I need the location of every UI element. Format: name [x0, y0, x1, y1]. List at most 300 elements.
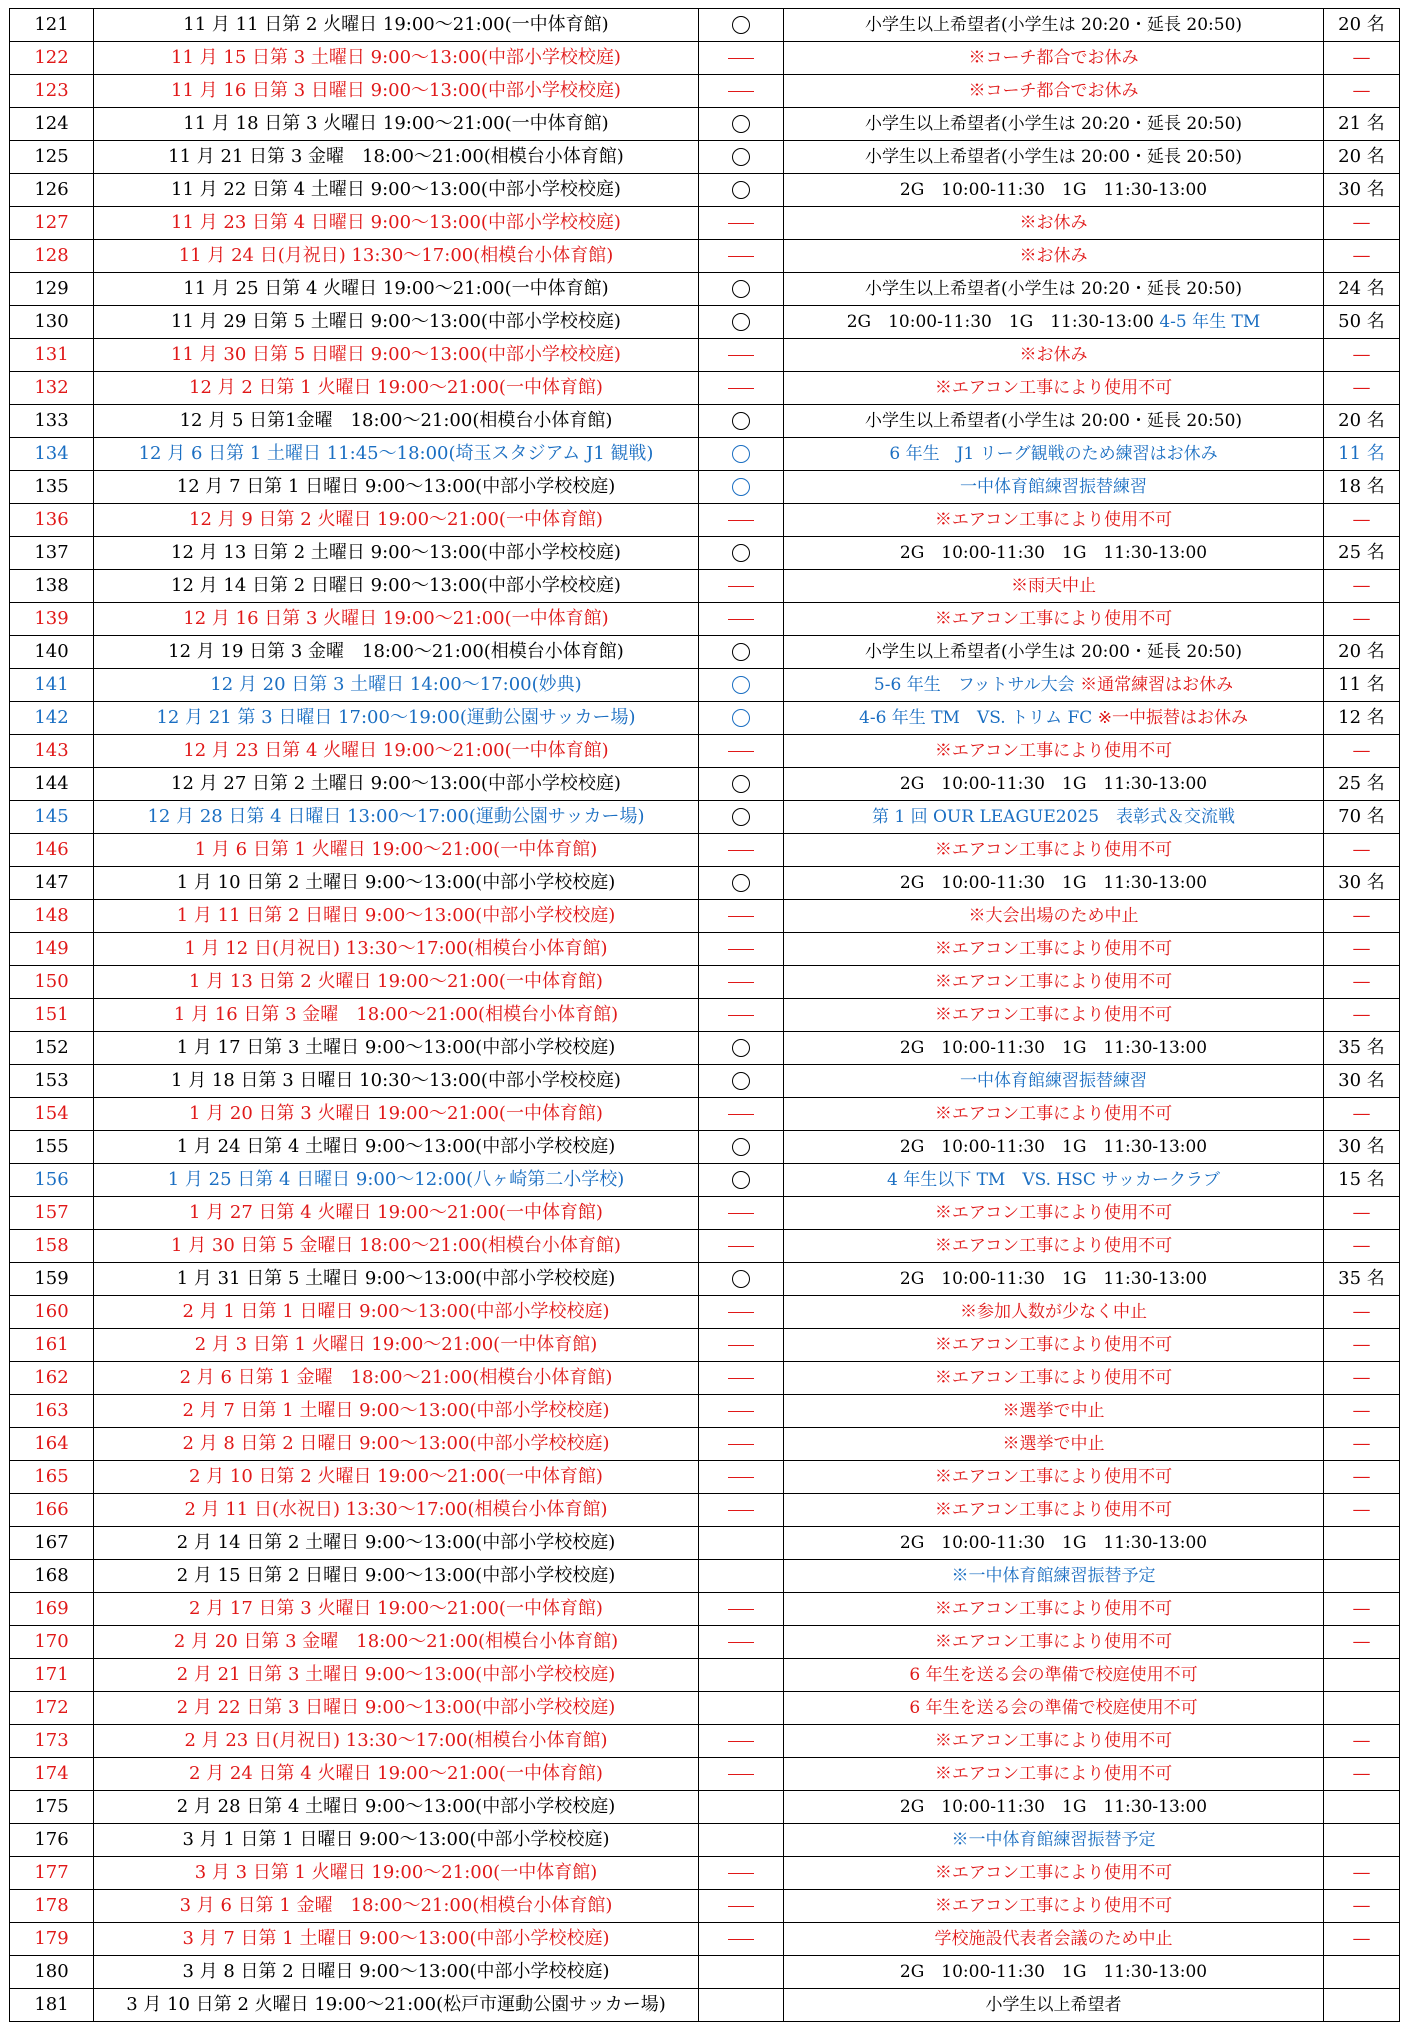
session-date: 2 月 6 日第 1 金曜 18:00～21:00(相模台小体育館)	[94, 1362, 699, 1395]
participant-count: 25 名	[1324, 537, 1400, 570]
row-number: 163	[10, 1395, 94, 1428]
table-row	[10, 801, 1400, 834]
session-note	[784, 636, 1324, 669]
session-note	[784, 867, 1324, 900]
row-number: 132	[10, 372, 94, 405]
row-number: 128	[10, 240, 94, 273]
row-number: 127	[10, 207, 94, 240]
cancel-dash-icon	[728, 1642, 754, 1643]
note-text: ※エアコン工事により使用不可	[934, 608, 1173, 629]
note-text: 2G 10:00-11:30 1G 11:30-13:00	[899, 1136, 1208, 1157]
participant-count: 18 名	[1324, 471, 1400, 504]
session-note	[784, 1758, 1324, 1791]
session-date: 2 月 14 日第 2 土曜日 9:00～13:00(中部小学校校庭)	[94, 1527, 699, 1560]
note-text: ※お休み	[1019, 245, 1088, 266]
session-note	[784, 405, 1324, 438]
status-mark	[699, 768, 784, 801]
participant-count: —	[1324, 1395, 1400, 1428]
row-number: 176	[10, 1824, 94, 1857]
session-note	[784, 1692, 1324, 1725]
note-text: 2G 10:00-11:30 1G 11:30-13:00	[899, 773, 1208, 794]
cancel-dash-icon	[728, 1873, 754, 1874]
participant-count	[1324, 1989, 1400, 2022]
status-mark	[699, 9, 784, 42]
session-note	[784, 1329, 1324, 1362]
table-row	[10, 1725, 1400, 1758]
participant-count: —	[1324, 207, 1400, 240]
participant-count: —	[1324, 1857, 1400, 1890]
session-date: 11 月 25 日第 4 火曜日 19:00～21:00(一中体育館)	[94, 273, 699, 306]
session-note	[784, 174, 1324, 207]
schedule-table	[9, 8, 1400, 2022]
note-text: ※エアコン工事により使用不可	[934, 1895, 1173, 1916]
cancel-dash-icon	[728, 1741, 754, 1742]
participant-count: 35 名	[1324, 1263, 1400, 1296]
participant-count: —	[1324, 1428, 1400, 1461]
cancel-dash-icon	[728, 1213, 754, 1214]
session-date: 12 月 7 日第 1 日曜日 9:00～13:00(中部小学校校庭)	[94, 471, 699, 504]
participant-count	[1324, 1560, 1400, 1593]
status-mark	[699, 1791, 784, 1824]
table-row	[10, 1164, 1400, 1197]
note-text: 2G 10:00-11:30 1G 11:30-13:00	[846, 311, 1154, 332]
note-text: 2G 10:00-11:30 1G 11:30-13:00	[899, 1961, 1208, 1982]
table-row	[10, 999, 1400, 1032]
status-mark	[699, 372, 784, 405]
note-text: 小学生以上希望者	[985, 1994, 1122, 2015]
table-row	[10, 933, 1400, 966]
row-number: 135	[10, 471, 94, 504]
cancel-dash-icon	[728, 1906, 754, 1907]
row-number: 122	[10, 42, 94, 75]
row-number: 148	[10, 900, 94, 933]
session-note	[784, 966, 1324, 999]
session-date: 3 月 3 日第 1 火曜日 19:00～21:00(一中体育館)	[94, 1857, 699, 1890]
session-date: 2 月 15 日第 2 日曜日 9:00～13:00(中部小学校校庭)	[94, 1560, 699, 1593]
session-note	[784, 273, 1324, 306]
session-date: 3 月 7 日第 1 土曜日 9:00～13:00(中部小学校校庭)	[94, 1923, 699, 1956]
row-number: 161	[10, 1329, 94, 1362]
session-date: 1 月 30 日第 5 金曜日 18:00～21:00(相模台小体育館)	[94, 1230, 699, 1263]
session-date: 11 月 11 日第 2 火曜日 19:00～21:00(一中体育館)	[94, 9, 699, 42]
status-mark	[699, 438, 784, 471]
session-date: 11 月 18 日第 3 火曜日 19:00～21:00(一中体育館)	[94, 108, 699, 141]
table-row	[10, 1032, 1400, 1065]
row-number: 175	[10, 1791, 94, 1824]
status-mark	[699, 999, 784, 1032]
table-row	[10, 1989, 1400, 2022]
participant-count: —	[1324, 735, 1400, 768]
cancel-dash-icon	[728, 1609, 754, 1610]
participant-count: —	[1324, 834, 1400, 867]
table-row	[10, 966, 1400, 999]
session-note	[784, 504, 1324, 537]
attendance-circle-icon	[732, 1171, 750, 1189]
note-text: 2G 10:00-11:30 1G 11:30-13:00	[899, 1796, 1208, 1817]
cancel-dash-icon	[728, 1345, 754, 1346]
attendance-circle-icon	[732, 445, 750, 463]
session-note	[784, 1230, 1324, 1263]
cancel-dash-icon	[728, 1510, 754, 1511]
table-row	[10, 669, 1400, 702]
status-mark	[699, 1428, 784, 1461]
note-text: ※エアコン工事により使用不可	[934, 1367, 1173, 1388]
status-mark	[699, 1560, 784, 1593]
row-number: 173	[10, 1725, 94, 1758]
status-mark	[699, 1362, 784, 1395]
status-mark	[699, 1725, 784, 1758]
session-date: 12 月 21 第 3 日曜日 17:00～19:00(運動公園サッカー場)	[94, 702, 699, 735]
status-mark	[699, 1857, 784, 1890]
note-extra-text: ※通常練習はお休み	[1080, 674, 1234, 695]
note-text: 小学生以上希望者(小学生は 20:00・延長 20:50)	[864, 146, 1243, 167]
note-text: ※エアコン工事により使用不可	[934, 1763, 1173, 1784]
session-date: 1 月 12 日(月祝日) 13:30～17:00(相模台小体育館)	[94, 933, 699, 966]
attendance-circle-icon	[732, 1138, 750, 1156]
cancel-dash-icon	[728, 949, 754, 950]
row-number: 129	[10, 273, 94, 306]
session-date: 12 月 27 日第 2 土曜日 9:00～13:00(中部小学校校庭)	[94, 768, 699, 801]
status-mark	[699, 1065, 784, 1098]
session-date: 2 月 8 日第 2 日曜日 9:00～13:00(中部小学校校庭)	[94, 1428, 699, 1461]
note-text: 小学生以上希望者(小学生は 20:20・延長 20:50)	[864, 113, 1243, 134]
session-date: 12 月 14 日第 2 日曜日 9:00～13:00(中部小学校校庭)	[94, 570, 699, 603]
row-number: 131	[10, 339, 94, 372]
participant-count: —	[1324, 372, 1400, 405]
session-note	[784, 1296, 1324, 1329]
cancel-dash-icon	[728, 91, 754, 92]
schedule-body	[10, 9, 1400, 2022]
table-row	[10, 438, 1400, 471]
note-text: 2G 10:00-11:30 1G 11:30-13:00	[899, 542, 1208, 563]
cancel-dash-icon	[728, 619, 754, 620]
participant-count: —	[1324, 1296, 1400, 1329]
session-date: 12 月 23 日第 4 火曜日 19:00～21:00(一中体育館)	[94, 735, 699, 768]
note-text: 一中体育館練習振替練習	[960, 1070, 1147, 1091]
note-text: ※大会出場のため中止	[968, 905, 1139, 926]
participant-count: 21 名	[1324, 108, 1400, 141]
participant-count: —	[1324, 1758, 1400, 1791]
session-note	[784, 603, 1324, 636]
note-text: 小学生以上希望者(小学生は 20:00・延長 20:50)	[864, 641, 1243, 662]
note-text: ※選挙で中止	[1002, 1400, 1105, 1421]
session-note	[784, 1032, 1324, 1065]
participant-count: —	[1324, 1329, 1400, 1362]
session-note	[784, 240, 1324, 273]
participant-count: —	[1324, 1461, 1400, 1494]
participant-count: 30 名	[1324, 867, 1400, 900]
session-date: 2 月 11 日(水祝日) 13:30～17:00(相模台小体育館)	[94, 1494, 699, 1527]
note-text: 5-6 年生 フットサル大会	[873, 674, 1075, 695]
session-date: 1 月 17 日第 3 土曜日 9:00～13:00(中部小学校校庭)	[94, 1032, 699, 1065]
session-date: 11 月 21 日第 3 金曜 18:00～21:00(相模台小体育館)	[94, 141, 699, 174]
table-row	[10, 108, 1400, 141]
note-text: ※エアコン工事により使用不可	[934, 1598, 1173, 1619]
attendance-circle-icon	[732, 1270, 750, 1288]
attendance-circle-icon	[732, 808, 750, 826]
row-number: 150	[10, 966, 94, 999]
row-number: 133	[10, 405, 94, 438]
session-note	[784, 1428, 1324, 1461]
table-row	[10, 1131, 1400, 1164]
table-row	[10, 867, 1400, 900]
status-mark	[699, 207, 784, 240]
table-row	[10, 1197, 1400, 1230]
row-number: 138	[10, 570, 94, 603]
session-note	[784, 1131, 1324, 1164]
note-text: ※エアコン工事により使用不可	[934, 509, 1173, 530]
note-text: ※コーチ都合でお休み	[968, 47, 1139, 68]
status-mark	[699, 1758, 784, 1791]
session-date: 11 月 23 日第 4 日曜日 9:00～13:00(中部小学校校庭)	[94, 207, 699, 240]
note-text: 2G 10:00-11:30 1G 11:30-13:00	[899, 1037, 1208, 1058]
note-text: 一中体育館練習振替練習	[960, 476, 1147, 497]
row-number: 125	[10, 141, 94, 174]
participant-count: 30 名	[1324, 1065, 1400, 1098]
row-number: 181	[10, 1989, 94, 2022]
session-note	[784, 1890, 1324, 1923]
table-row	[10, 1923, 1400, 1956]
table-row	[10, 1428, 1400, 1461]
row-number: 141	[10, 669, 94, 702]
participant-count: —	[1324, 966, 1400, 999]
note-text: ※エアコン工事により使用不可	[934, 1631, 1173, 1652]
table-row	[10, 603, 1400, 636]
participant-count: —	[1324, 1626, 1400, 1659]
participant-count: —	[1324, 75, 1400, 108]
session-note	[784, 1197, 1324, 1230]
note-text: 小学生以上希望者(小学生は 20:20・延長 20:50)	[864, 278, 1243, 299]
status-mark	[699, 1593, 784, 1626]
session-date: 11 月 15 日第 3 土曜日 9:00～13:00(中部小学校校庭)	[94, 42, 699, 75]
note-text: 4 年生以下 TM VS. HSC サッカークラブ	[886, 1169, 1221, 1190]
note-text: ※エアコン工事により使用不可	[934, 1730, 1173, 1751]
participant-count	[1324, 1824, 1400, 1857]
participant-count: —	[1324, 1890, 1400, 1923]
table-row	[10, 306, 1400, 339]
session-note	[784, 108, 1324, 141]
attendance-circle-icon	[732, 643, 750, 661]
note-text: 2G 10:00-11:30 1G 11:30-13:00	[899, 872, 1208, 893]
table-row	[10, 570, 1400, 603]
status-mark	[699, 636, 784, 669]
table-row	[10, 1560, 1400, 1593]
session-note	[784, 735, 1324, 768]
status-mark	[699, 702, 784, 735]
row-number: 159	[10, 1263, 94, 1296]
participant-count: 20 名	[1324, 141, 1400, 174]
note-text: ※エアコン工事により使用不可	[934, 1499, 1173, 1520]
participant-count: —	[1324, 570, 1400, 603]
table-row	[10, 9, 1400, 42]
cancel-dash-icon	[728, 1378, 754, 1379]
row-number: 149	[10, 933, 94, 966]
attendance-circle-icon	[732, 148, 750, 166]
session-date: 12 月 28 日第 4 日曜日 13:00～17:00(運動公園サッカー場)	[94, 801, 699, 834]
status-mark	[699, 1527, 784, 1560]
cancel-dash-icon	[728, 388, 754, 389]
note-text: ※エアコン工事により使用不可	[934, 971, 1173, 992]
participant-count: —	[1324, 603, 1400, 636]
row-number: 145	[10, 801, 94, 834]
cancel-dash-icon	[728, 586, 754, 587]
table-row	[10, 636, 1400, 669]
table-row	[10, 1758, 1400, 1791]
note-text: ※エアコン工事により使用不可	[934, 938, 1173, 959]
row-number: 174	[10, 1758, 94, 1791]
row-number: 126	[10, 174, 94, 207]
row-number: 167	[10, 1527, 94, 1560]
participant-count: —	[1324, 504, 1400, 537]
participant-count: 20 名	[1324, 9, 1400, 42]
status-mark	[699, 966, 784, 999]
session-date: 3 月 1 日第 1 日曜日 9:00～13:00(中部小学校校庭)	[94, 1824, 699, 1857]
participant-count: —	[1324, 1230, 1400, 1263]
table-row	[10, 1956, 1400, 1989]
note-text: ※エアコン工事により使用不可	[934, 1202, 1173, 1223]
session-date: 11 月 30 日第 5 日曜日 9:00～13:00(中部小学校校庭)	[94, 339, 699, 372]
table-row	[10, 504, 1400, 537]
participant-count: —	[1324, 999, 1400, 1032]
row-number: 153	[10, 1065, 94, 1098]
cancel-dash-icon	[728, 520, 754, 521]
attendance-circle-icon	[732, 1072, 750, 1090]
row-number: 155	[10, 1131, 94, 1164]
table-row	[10, 1593, 1400, 1626]
table-row	[10, 42, 1400, 75]
table-row	[10, 1626, 1400, 1659]
participant-count: 15 名	[1324, 1164, 1400, 1197]
row-number: 140	[10, 636, 94, 669]
session-date: 1 月 6 日第 1 火曜日 19:00～21:00(一中体育館)	[94, 834, 699, 867]
note-text: ※一中体育館練習振替予定	[951, 1829, 1156, 1850]
row-number: 165	[10, 1461, 94, 1494]
table-row	[10, 273, 1400, 306]
row-number: 177	[10, 1857, 94, 1890]
status-mark	[699, 1461, 784, 1494]
table-row	[10, 471, 1400, 504]
participant-count: 25 名	[1324, 768, 1400, 801]
table-row	[10, 1296, 1400, 1329]
note-text: ※お休み	[1019, 212, 1088, 233]
table-row	[10, 141, 1400, 174]
session-note	[784, 1989, 1324, 2022]
session-date: 1 月 27 日第 4 火曜日 19:00～21:00(一中体育館)	[94, 1197, 699, 1230]
session-note	[784, 438, 1324, 471]
note-text: ※エアコン工事により使用不可	[934, 1334, 1173, 1355]
table-row	[10, 1263, 1400, 1296]
session-note	[784, 570, 1324, 603]
table-row	[10, 1230, 1400, 1263]
row-number: 147	[10, 867, 94, 900]
session-note	[784, 669, 1324, 702]
participant-count: —	[1324, 1725, 1400, 1758]
attendance-circle-icon	[732, 544, 750, 562]
session-date: 12 月 20 日第 3 土曜日 14:00～17:00(妙典)	[94, 669, 699, 702]
table-row	[10, 1461, 1400, 1494]
table-row	[10, 1494, 1400, 1527]
session-date: 1 月 10 日第 2 土曜日 9:00～13:00(中部小学校校庭)	[94, 867, 699, 900]
note-text: 小学生以上希望者(小学生は 20:20・延長 20:50)	[864, 14, 1243, 35]
note-text: 6 年生を送る会の準備で校庭使用不可	[909, 1664, 1198, 1685]
participant-count	[1324, 1791, 1400, 1824]
row-number: 124	[10, 108, 94, 141]
row-number: 172	[10, 1692, 94, 1725]
status-mark	[699, 273, 784, 306]
participant-count	[1324, 1527, 1400, 1560]
table-row	[10, 1065, 1400, 1098]
attendance-circle-icon	[732, 478, 750, 496]
participant-count: 30 名	[1324, 174, 1400, 207]
participant-count: —	[1324, 1362, 1400, 1395]
session-note	[784, 141, 1324, 174]
session-date: 3 月 8 日第 2 日曜日 9:00～13:00(中部小学校校庭)	[94, 1956, 699, 1989]
status-mark	[699, 1659, 784, 1692]
session-note	[784, 1791, 1324, 1824]
cancel-dash-icon	[728, 223, 754, 224]
table-row	[10, 735, 1400, 768]
note-text: 2G 10:00-11:30 1G 11:30-13:00	[899, 179, 1208, 200]
note-text: 4-6 年生 TM VS. トリム FC	[859, 707, 1093, 728]
row-number: 164	[10, 1428, 94, 1461]
cancel-dash-icon	[728, 1939, 754, 1940]
session-date: 1 月 13 日第 2 火曜日 19:00～21:00(一中体育館)	[94, 966, 699, 999]
status-mark	[699, 1098, 784, 1131]
note-text: 6 年生 J1 リーグ観戦のため練習はお休み	[889, 443, 1218, 464]
status-mark	[699, 603, 784, 636]
attendance-circle-icon	[732, 181, 750, 199]
session-date: 2 月 28 日第 4 土曜日 9:00～13:00(中部小学校校庭)	[94, 1791, 699, 1824]
status-mark	[699, 1989, 784, 2022]
session-date: 2 月 23 日(月祝日) 13:30～17:00(相模台小体育館)	[94, 1725, 699, 1758]
status-mark	[699, 75, 784, 108]
note-text: 6 年生を送る会の準備で校庭使用不可	[909, 1697, 1198, 1718]
participant-count: 30 名	[1324, 1131, 1400, 1164]
cancel-dash-icon	[728, 1114, 754, 1115]
session-note	[784, 1956, 1324, 1989]
row-number: 139	[10, 603, 94, 636]
session-note	[784, 1527, 1324, 1560]
session-note	[784, 933, 1324, 966]
status-mark	[699, 240, 784, 273]
table-row	[10, 1362, 1400, 1395]
status-mark	[699, 405, 784, 438]
table-row	[10, 537, 1400, 570]
row-number: 157	[10, 1197, 94, 1230]
row-number: 168	[10, 1560, 94, 1593]
note-text: 小学生以上希望者(小学生は 20:00・延長 20:50)	[864, 410, 1243, 431]
participant-count: —	[1324, 1593, 1400, 1626]
note-text: ※エアコン工事により使用不可	[934, 1235, 1173, 1256]
session-date: 11 月 24 日(月祝日) 13:30～17:00(相模台小体育館)	[94, 240, 699, 273]
session-note	[784, 1263, 1324, 1296]
row-number: 134	[10, 438, 94, 471]
table-row	[10, 1824, 1400, 1857]
session-date: 2 月 22 日第 3 日曜日 9:00～13:00(中部小学校校庭)	[94, 1692, 699, 1725]
participant-count: 24 名	[1324, 273, 1400, 306]
table-row	[10, 372, 1400, 405]
attendance-circle-icon	[732, 676, 750, 694]
session-note	[784, 1824, 1324, 1857]
row-number: 142	[10, 702, 94, 735]
participant-count: —	[1324, 240, 1400, 273]
session-note	[784, 834, 1324, 867]
status-mark	[699, 1164, 784, 1197]
note-text: 第 1 回 OUR LEAGUE2025 表彰式＆交流戦	[871, 806, 1236, 827]
status-mark	[699, 570, 784, 603]
table-row	[10, 1857, 1400, 1890]
table-row	[10, 1098, 1400, 1131]
